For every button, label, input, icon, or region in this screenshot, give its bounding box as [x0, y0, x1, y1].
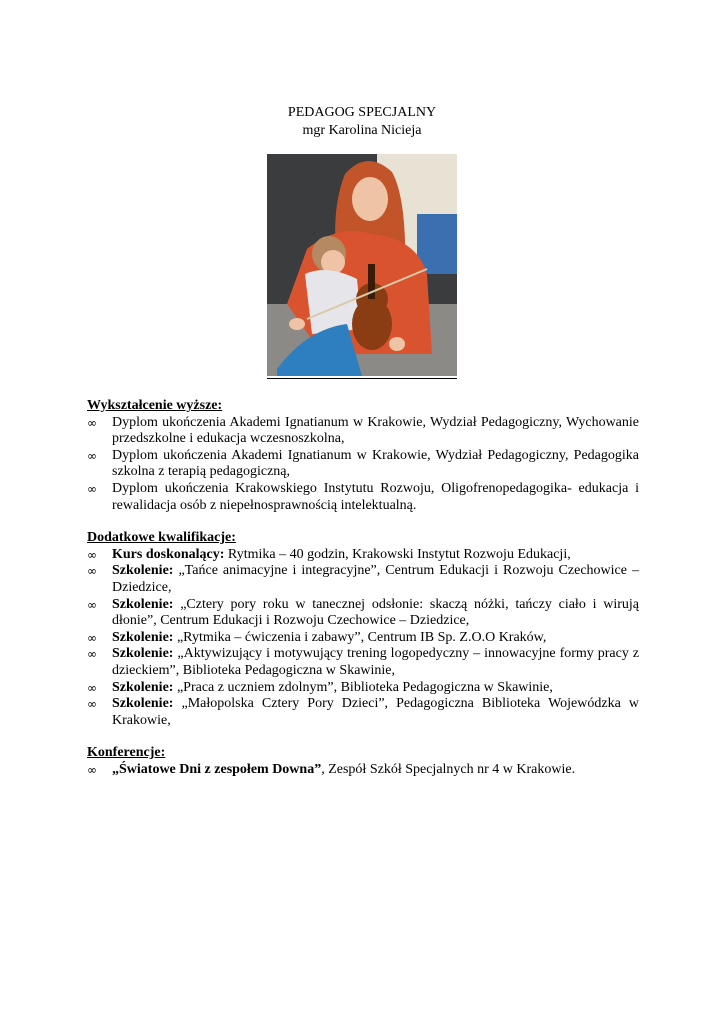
item-label: Szkolenie:: [112, 596, 174, 612]
list-item: [87, 448, 639, 481]
list-item: [87, 563, 639, 596]
infinity-bullet-icon: ∞: [87, 697, 97, 712]
list-item: [87, 597, 639, 630]
item-text: „Tańce animacyjne i integracyjne”, Centrum Edukacji i Rozwoju Czechowice – Dziedzice,: [112, 563, 639, 595]
list-item: [87, 630, 639, 647]
infinity-bullet-icon: ∞: [87, 680, 97, 695]
education-list: [87, 415, 639, 515]
list-item: [87, 415, 639, 448]
document-body: [87, 398, 639, 794]
section-title: Dodatkowe kwalifikacje:: [87, 530, 236, 546]
item-text: Dyplom ukończenia Akademi Ignatianum w Krakowie, Wydział Pedagogiczny, Wychowanie przedszkolne i edukacja wczesnoszkolna,: [112, 414, 639, 447]
item-label: Szkolenie:: [112, 679, 174, 695]
item-text: „Aktywizujący i motywujący trening logopedyczny – innowacyjne formy pracy z dzieckiem”, Biblioteka Pedagogiczna w Skawinie,: [112, 646, 639, 678]
portrait-photo-icon: [267, 154, 457, 376]
section-conferences: [87, 745, 639, 778]
item-text: , Zespół Szkół Specjalnych nr 4 w Krakowie.: [321, 761, 576, 777]
infinity-bullet-icon: ∞: [87, 597, 97, 612]
document-header: [0, 104, 724, 140]
item-text: Rytmika – 40 godzin, Krakowski Instytut Rozwoju Edukacji,: [224, 546, 571, 562]
item-text: Dyplom ukończenia Krakowskiego Instytutu Rozwoju, Oligofrenopedagogika- edukacja i rewalidacja osób z niepełnosprawnością intelektualną.: [112, 480, 639, 513]
infinity-bullet-icon: ∞: [87, 564, 97, 579]
list-item: [87, 646, 639, 679]
item-text: „Małopolska Cztery Pory Dzieci”, Pedagogiczna Biblioteka Wojewódzka w Krakowie,: [112, 696, 639, 728]
item-label: Szkolenie:: [112, 646, 174, 662]
list-item: [87, 762, 639, 779]
section-qualifications: [87, 530, 639, 729]
qualifications-list: [87, 547, 639, 730]
item-text: Dyplom ukończenia Akademi Ignatianum w Krakowie, Wydział Pedagogiczny, Pedagogika szkolna z terapią pedagogiczną,: [112, 447, 639, 480]
item-label: „Światowe Dni z zespołem Downa”: [112, 761, 322, 777]
page-title: PEDAGOG SPECJALNY: [287, 105, 437, 120]
list-item: [87, 680, 639, 697]
infinity-bullet-icon: ∞: [87, 547, 97, 562]
item-label: Kurs doskonalący:: [112, 546, 225, 562]
list-item: [87, 481, 639, 514]
list-item: [87, 547, 639, 564]
section-education: [87, 398, 639, 514]
infinity-bullet-icon: ∞: [87, 647, 97, 662]
infinity-bullet-icon: ∞: [87, 762, 97, 777]
list-item: [87, 696, 639, 729]
item-text: „Rytmika – ćwiczenia i zabawy”, Centrum IB Sp. Z.O.O Kraków,: [173, 629, 547, 645]
infinity-bullet-icon: ∞: [87, 415, 97, 430]
item-text: „Praca z uczniem zdolnym”, Biblioteka Pedagogiczna w Skawinie,: [173, 679, 553, 695]
item-label: Szkolenie:: [112, 563, 174, 579]
infinity-bullet-icon: ∞: [87, 630, 97, 645]
infinity-bullet-icon: ∞: [87, 448, 97, 463]
item-label: Szkolenie:: [112, 629, 174, 645]
infinity-bullet-icon: ∞: [87, 481, 97, 496]
conferences-list: [87, 762, 639, 779]
section-title: Wykształcenie wyższe:: [87, 398, 223, 413]
item-text: „Cztery pory roku w tanecznej odsłonie: skaczą nóżki, tańczy ciało i wirują dłonie”, Centrum Edukacji i Rozwoju Czechowice – Dziedzice,: [112, 596, 639, 629]
item-label: Szkolenie:: [112, 696, 174, 712]
section-title: Konferencje:: [87, 745, 166, 761]
portrait-photo: [267, 154, 457, 376]
author-name: mgr Karolina Nicieja: [302, 123, 422, 138]
photo-underline: [267, 378, 457, 379]
